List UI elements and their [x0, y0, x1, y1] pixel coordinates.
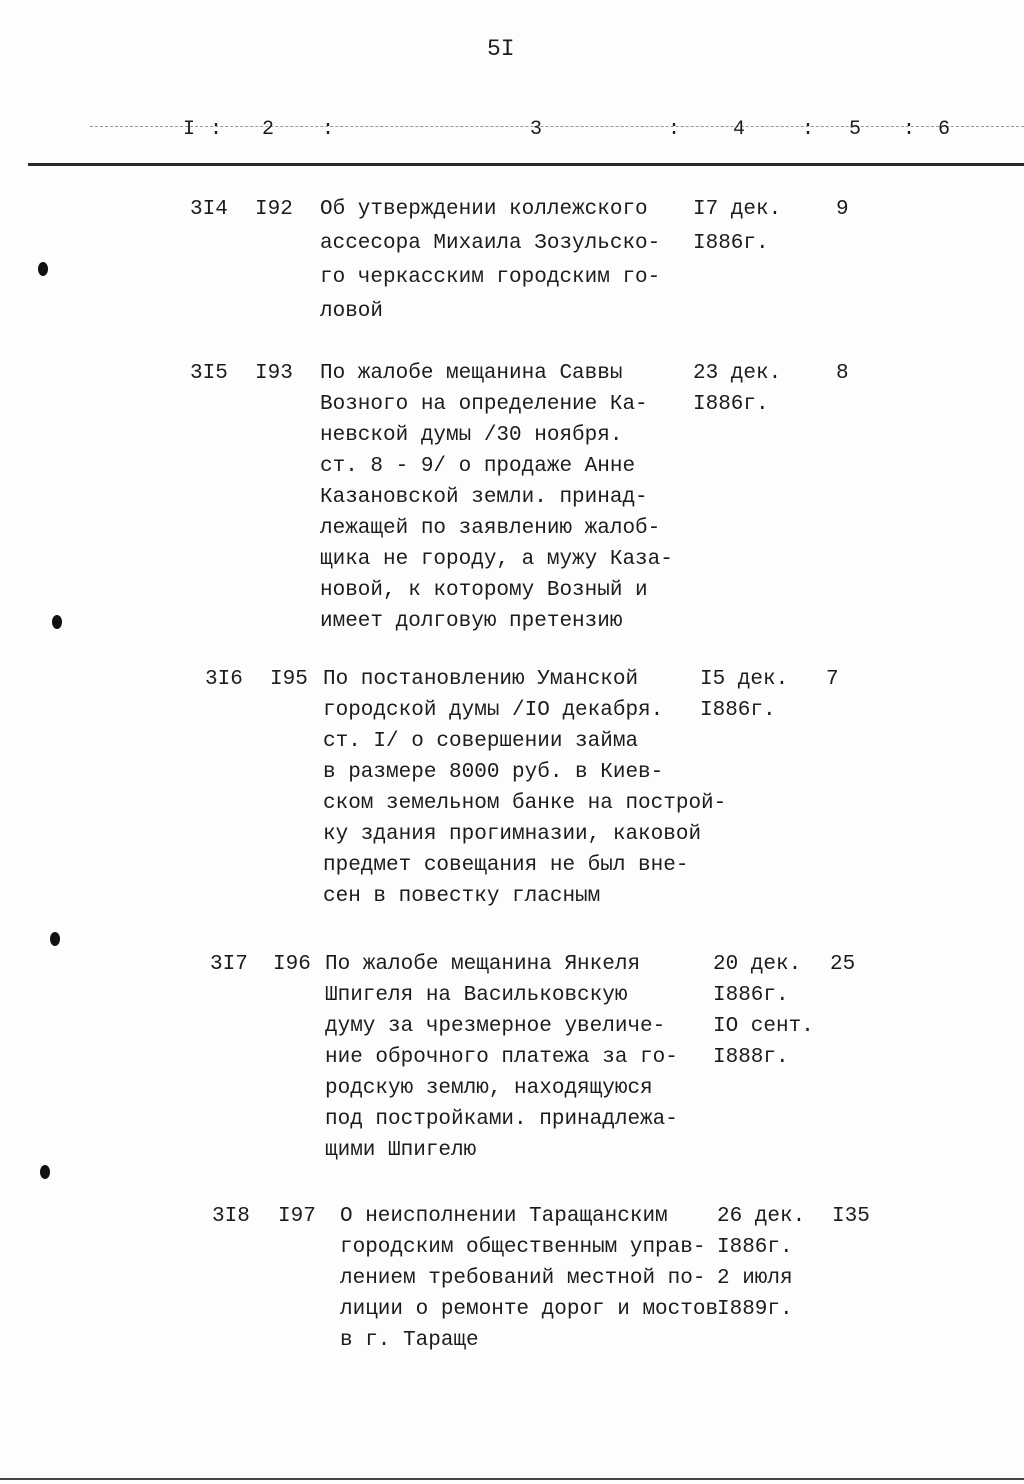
entry-dates: [717, 1205, 805, 1329]
file-number: I96: [273, 953, 311, 976]
date-line: I888г.: [713, 1046, 789, 1069]
description-line: Шпигеля на Васильковскую: [325, 984, 628, 1007]
sheet-count: 25: [830, 953, 856, 976]
date-line: I7 дек.: [693, 198, 782, 221]
column-header: I : 2 : 3 : 4 : 5 : 6: [183, 118, 951, 141]
description-line: ст. I/ о совершении займа: [323, 730, 639, 753]
date-line: I889г.: [717, 1298, 793, 1321]
date-line: I886г.: [713, 984, 789, 1007]
description-line: невской думы /30 ноября.: [320, 424, 623, 447]
description-line: О неисполнении Таращанским: [340, 1205, 668, 1228]
date-line: I886г.: [693, 232, 769, 255]
file-number: I93: [255, 362, 293, 385]
entry-number: 3I7: [210, 953, 248, 976]
description-line: Об утверждении коллежского: [320, 198, 648, 221]
description-line: городским общественным управ-: [340, 1236, 706, 1259]
entry-description: [323, 668, 726, 916]
description-line: ском земельном банке на построй-: [323, 792, 727, 815]
description-line: родскую землю, находящуюся: [325, 1077, 653, 1100]
description-line: щими Шпигелю: [325, 1139, 477, 1162]
entry-dates: [713, 953, 814, 1077]
description-line: лежащей по заявлению жалоб-: [320, 517, 661, 540]
column-header-6: 6: [938, 118, 951, 141]
description-line: ние оброчного платежа за го-: [325, 1046, 678, 1069]
description-line: в г. Тараще: [340, 1329, 479, 1352]
entry-description: [325, 953, 678, 1170]
entry-number: 3I6: [205, 668, 243, 691]
description-line: ассесора Михаила Зозульско-: [320, 232, 661, 255]
description-line: новой, к которому Возный и: [320, 579, 648, 602]
date-line: 20 дек.: [713, 953, 802, 976]
description-line: городской думы /IО декабря.: [323, 699, 664, 722]
column-header-5: 5: [849, 118, 862, 141]
date-line: I886г.: [700, 699, 776, 722]
file-number: I95: [270, 668, 308, 691]
description-line: лиции о ремонте дорог и мостов: [340, 1298, 719, 1321]
description-line: имеет долговую претензию: [320, 610, 623, 633]
entry-description: [320, 362, 673, 641]
header-rule: [28, 163, 1024, 166]
sheet-count: 9: [836, 198, 849, 221]
date-line: IО сент.: [713, 1015, 814, 1038]
entry-dates: [693, 362, 781, 424]
column-header-4: 4: [733, 118, 746, 141]
description-line: сен в повестку гласным: [323, 885, 601, 908]
description-line: По жалобе мещанина Янкеля: [325, 953, 641, 976]
date-line: I5 дек.: [700, 668, 789, 691]
page-number: 5I: [487, 36, 515, 62]
description-line: По жалобе мещанина Саввы: [320, 362, 623, 385]
description-line: лением требований местной по-: [340, 1267, 706, 1290]
entry-description: [320, 198, 660, 334]
column-header-2: 2: [262, 118, 275, 141]
entry-description: [340, 1205, 718, 1360]
description-line: ку здания прогимназии, каковой: [323, 823, 702, 846]
date-line: 23 дек.: [693, 362, 782, 385]
date-line: 2 июля: [717, 1267, 793, 1290]
description-line: По постановлению Уманской: [323, 668, 639, 691]
column-header-1: I: [183, 118, 196, 141]
file-number: I97: [278, 1205, 316, 1228]
description-line: ловой: [320, 300, 384, 323]
entry-dates: [693, 198, 781, 266]
entry-number: 3I4: [190, 198, 228, 221]
entry-dates: [700, 668, 788, 730]
date-line: 26 дек.: [717, 1205, 806, 1228]
file-number: I92: [255, 198, 293, 221]
description-line: в размере 8000 руб. в Киев-: [323, 761, 664, 784]
bottom-rule: [0, 1478, 1024, 1480]
description-line: го черкасским городским го-: [320, 266, 661, 289]
description-line: Возного на определение Ка-: [320, 393, 648, 416]
sheet-count: 7: [826, 668, 839, 691]
description-line: щика не городу, а мужу Каза-: [320, 548, 673, 571]
description-line: под постройками. принадлежа-: [325, 1108, 678, 1131]
description-line: ст. 8 - 9/ о продаже Анне: [320, 455, 636, 478]
date-line: I886г.: [717, 1236, 793, 1259]
column-header-3: 3: [530, 118, 543, 141]
description-line: предмет совещания не был вне-: [323, 854, 689, 877]
sheet-count: I35: [832, 1205, 870, 1228]
entry-number: 3I8: [212, 1205, 250, 1228]
description-line: Казановской земли. принад-: [320, 486, 648, 509]
description-line: думу за чрезмерное увеличе-: [325, 1015, 666, 1038]
sheet-count: 8: [836, 362, 849, 385]
date-line: I886г.: [693, 393, 769, 416]
entry-number: 3I5: [190, 362, 228, 385]
